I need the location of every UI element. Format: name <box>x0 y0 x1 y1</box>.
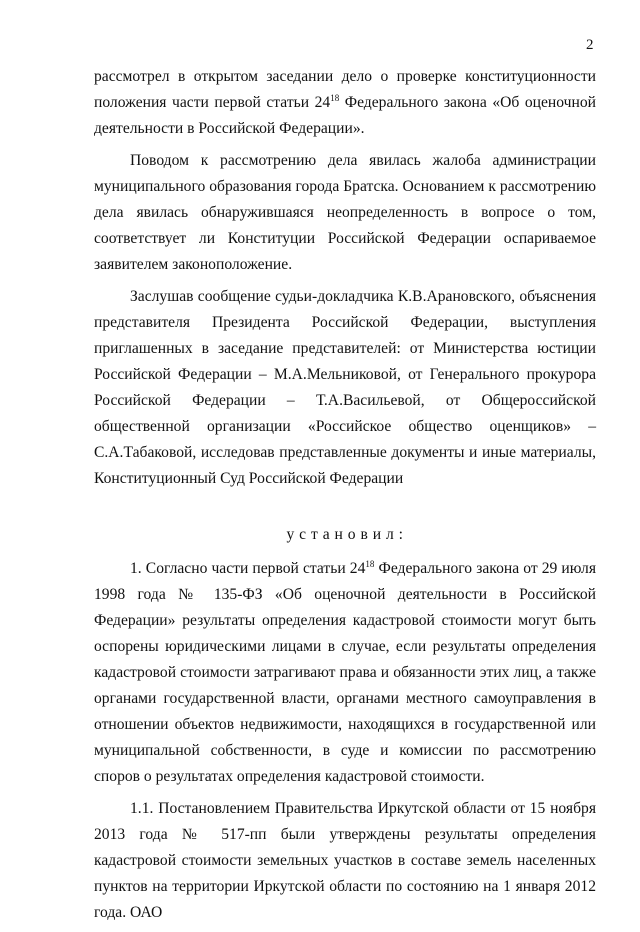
paragraph-point-1-1 <box>94 796 596 926</box>
paragraph-text: Федерального закона «Об оценочной деятельности в Российской Федерации». <box>94 94 596 137</box>
page-number: 2 <box>586 37 594 53</box>
paragraph-text: Заслушав сообщение судьи-докладчика К.В.Арановского, объяснения представителя Президента Российской Федерации, выступления приглашенных в заседание представителей: от Министерства юстиции Российской Федерации – М.А.Мельниковой, от Генерального прокурора Российской Федерации – Т.А.Васильевой, от Общероссийской общественной организации «Российское общество оценщиков» – С.А.Табаковой, исследовав представленные документы и иные материалы, Конституционный Суд Российской Федерации <box>94 288 596 487</box>
paragraph-grounds <box>94 148 596 278</box>
paragraph-intro <box>94 64 596 142</box>
document-body <box>94 64 596 932</box>
paragraph-text: рассмотрел в открытом заседании дело о проверке конституционности положения части первой статьи 24 <box>94 68 596 111</box>
section-heading: у с т а н о в и л : <box>286 526 404 543</box>
paragraph-hearing <box>94 284 596 492</box>
paragraph-point-1 <box>94 556 596 790</box>
paragraph-text: Поводом к рассмотрению дела явилась жалоба администрации муниципального образования города Братска. Основанием к рассмотрению дела явилась обнаружившаяся неопределенность в вопросе о том, соответствует ли Конституции Российской Федерации оспариваемое заявителем законоположение. <box>94 152 596 273</box>
superscript: 18 <box>365 558 375 569</box>
superscript: 18 <box>330 92 340 103</box>
paragraph-text: 1. Согласно части первой статьи 24 <box>130 560 366 577</box>
paragraph-text: Федерального закона от 29 июля 1998 года № 135-ФЗ «Об оценочной деятельности в Российской Федерации» результаты определения кадастровой стоимости могут быть оспорены юридическими лицами в случае, если результаты определения кадастровой стоимости затрагивают права и обязанности этих лиц, а также органами государственной власти, органами местного самоуправления в отношении объектов недвижимости, находящихся в государственной или муниципальной собственности, в суде и комиссии по рассмотрению споров о результатах определения кадастровой стоимости. <box>94 560 596 785</box>
paragraph-text: 1.1. Постановлением Правительства Иркутской области от 15 ноября 2013 года № 517-пп были утверждены результаты определения кадастровой стоимости земельных участков в составе земель населенных пунктов на территории Иркутской области по состоянию на 1 января 2012 года. ОАО <box>94 800 596 921</box>
